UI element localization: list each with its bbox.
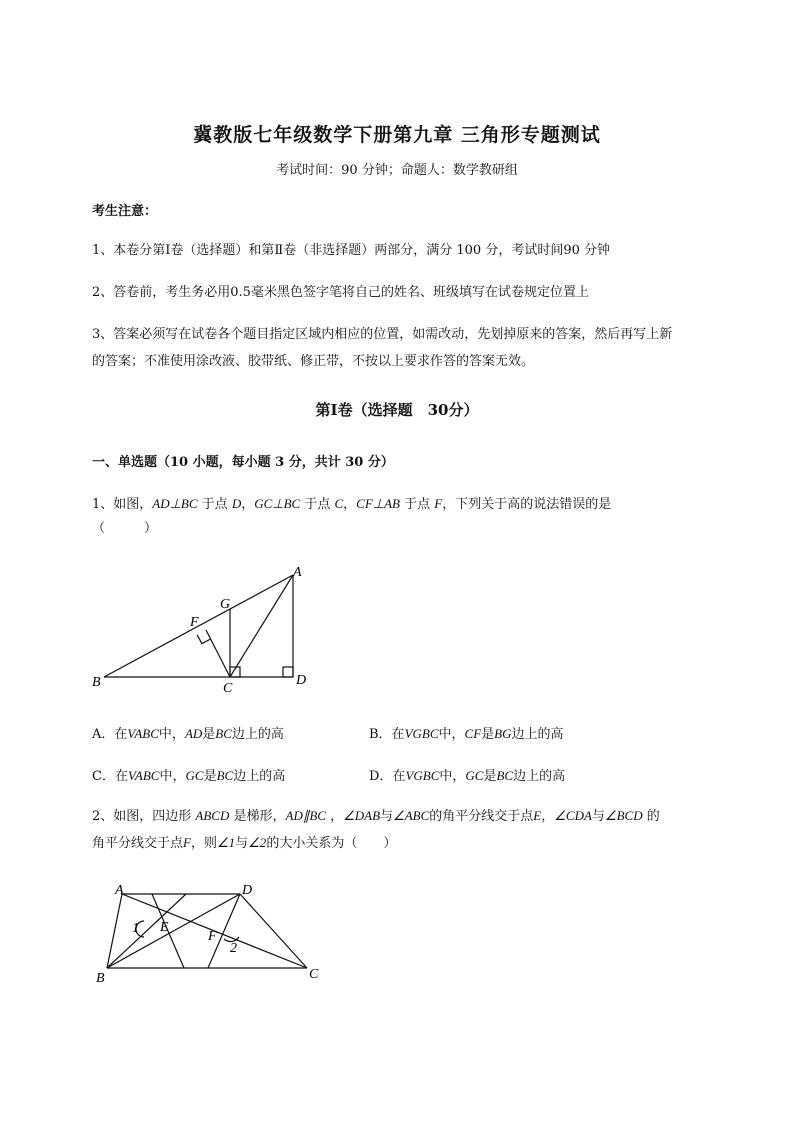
question-2-line-2: [92, 829, 742, 857]
option-text: 边上的高: [511, 727, 564, 742]
option-d[interactable]: [369, 765, 565, 784]
question-2-line-1: [92, 802, 742, 830]
q1-text-part: 于点: [400, 497, 435, 512]
line-ca: [230, 575, 293, 677]
option-math: BG: [494, 726, 512, 741]
notice-item-3-line-2: 的答案；不准使用涂改液、胶带纸、修正带，不按以上要求作答的答案无效。: [92, 354, 535, 369]
q1-text-part: ，: [343, 497, 357, 512]
question-1-text: [92, 490, 742, 518]
label-a: A: [293, 565, 302, 580]
option-text: 中，: [439, 769, 466, 784]
q2-math: ∠CDA: [554, 808, 592, 823]
option-text: 是: [202, 727, 216, 742]
option-math: GC: [185, 768, 204, 783]
option-text: 中，: [158, 727, 185, 742]
q1-math: F: [434, 496, 443, 511]
notice-item-3-line-1: 3、答案必须写在试卷各个题目指定区域内相应的位置，如需改动，先划掉原来的答案，然后再写上新: [92, 327, 673, 342]
option-math: BC: [496, 768, 514, 783]
q1-math: GC⊥BC: [254, 496, 301, 511]
option-text: 中，: [159, 769, 186, 784]
q1-math: AD⊥BC: [152, 496, 198, 511]
q2-text-part: ，: [325, 809, 344, 824]
q2-math: ∠BCD: [604, 808, 643, 823]
option-text: 边上的高: [231, 727, 284, 742]
option-text: 边上的高: [233, 769, 286, 784]
q2-text-part: 是梯形，: [229, 809, 286, 824]
angle-label-1: 1: [132, 921, 139, 936]
q2-text-part: 的角平分线交于点: [429, 809, 534, 824]
q1-text-part: 1、如图，: [92, 497, 153, 512]
q1-math: C: [334, 496, 344, 511]
label-f: F: [208, 929, 217, 944]
label-b: B: [96, 971, 105, 986]
notice-item-1: 1、本卷分第Ⅰ卷（选择题）和第Ⅱ卷（非选择题）两部分，满分 100 分，考试时间90 分钟: [92, 243, 610, 258]
question-1-bracket: （ ）: [92, 521, 158, 536]
q2-math: ABCD: [195, 808, 230, 823]
option-math: GC: [465, 768, 484, 783]
label-b: B: [92, 675, 101, 690]
q1-text-part: ，下列关于高的说法错误的是: [442, 497, 612, 512]
option-math: VGBC: [405, 768, 440, 783]
label-d: D: [242, 883, 253, 898]
question-1-figure: [88, 560, 318, 698]
option-math: VABC: [127, 768, 160, 783]
option-math: BC: [215, 726, 232, 741]
option-math: VGBC: [404, 726, 439, 741]
option-text: 是: [481, 727, 495, 742]
label-c: C: [223, 681, 233, 696]
notice-item-2: 2、答卷前，考生务必用0.5毫米黑色签字笔将自己的姓名、班级填写在试卷规定位置上: [92, 285, 589, 300]
q2-math: ∠DAB: [343, 808, 381, 823]
option-math: VABC: [127, 726, 159, 741]
q2-text-part: 的: [642, 809, 660, 824]
q1-math: D: [231, 496, 242, 511]
option-math: CF: [464, 726, 482, 741]
q2-text-part: ，: [541, 809, 555, 824]
section-title: 第Ⅰ卷（选择题 30分）: [315, 401, 479, 419]
label-e: E: [160, 920, 169, 935]
q2-text-part: 与: [235, 836, 249, 851]
angle-label-2: 2: [230, 941, 237, 956]
option-math: AD: [184, 726, 203, 741]
option-b[interactable]: [369, 723, 564, 742]
option-math: BC: [216, 768, 234, 783]
q2-math: ∠2: [248, 835, 267, 850]
option-text: C．在: [92, 769, 128, 784]
q2-text-part: ，则: [190, 836, 217, 851]
option-text: 是: [483, 769, 497, 784]
q2-text-part: 角平分线交于点: [92, 836, 184, 851]
option-text: 是: [203, 769, 217, 784]
part-heading: 一、单选题（10 小题，每小题 3 分，共计 30 分）: [92, 455, 394, 470]
q1-text-part: ，: [241, 497, 255, 512]
option-text: A．在: [92, 727, 128, 742]
q2-math: ∠ABC: [393, 808, 430, 823]
line-ab: [107, 894, 122, 968]
q2-math: F: [183, 835, 191, 850]
q2-math: E: [533, 808, 542, 823]
label-a: A: [115, 883, 124, 898]
option-c[interactable]: [92, 765, 285, 784]
notice-heading: 考生注意：: [92, 204, 158, 219]
option-text: D．在: [369, 769, 406, 784]
q2-text-part: 2、如图，四边形: [92, 809, 196, 824]
question-2-figure: [88, 875, 333, 990]
line-dc: [240, 894, 307, 968]
q2-math: ∠1: [216, 835, 236, 850]
q2-math: AD∥BC: [285, 808, 326, 823]
q2-text-part: 与: [591, 809, 605, 824]
q2-text-part: 的大小关系为（ ）: [266, 836, 397, 851]
page-title: 冀教版七年级数学下册第九章 三角形专题测试: [193, 124, 601, 146]
right-angle-d: [283, 667, 293, 677]
q2-text-part: 与: [380, 809, 394, 824]
label-d: D: [296, 673, 307, 688]
q1-text-part: 于点: [197, 497, 232, 512]
exam-info: 考试时间：90 分钟；命题人：数学教研组: [276, 163, 518, 178]
option-text: B．在: [369, 727, 405, 742]
option-text: 边上的高: [513, 769, 566, 784]
q1-math: CF⊥AB: [356, 496, 400, 511]
option-text: 中，: [438, 727, 465, 742]
option-a[interactable]: [92, 723, 284, 742]
label-g: G: [220, 597, 231, 612]
label-f: F: [190, 615, 199, 630]
q1-text-part: 于点: [300, 497, 335, 512]
label-c: C: [309, 967, 319, 982]
line-cf: [206, 630, 230, 677]
